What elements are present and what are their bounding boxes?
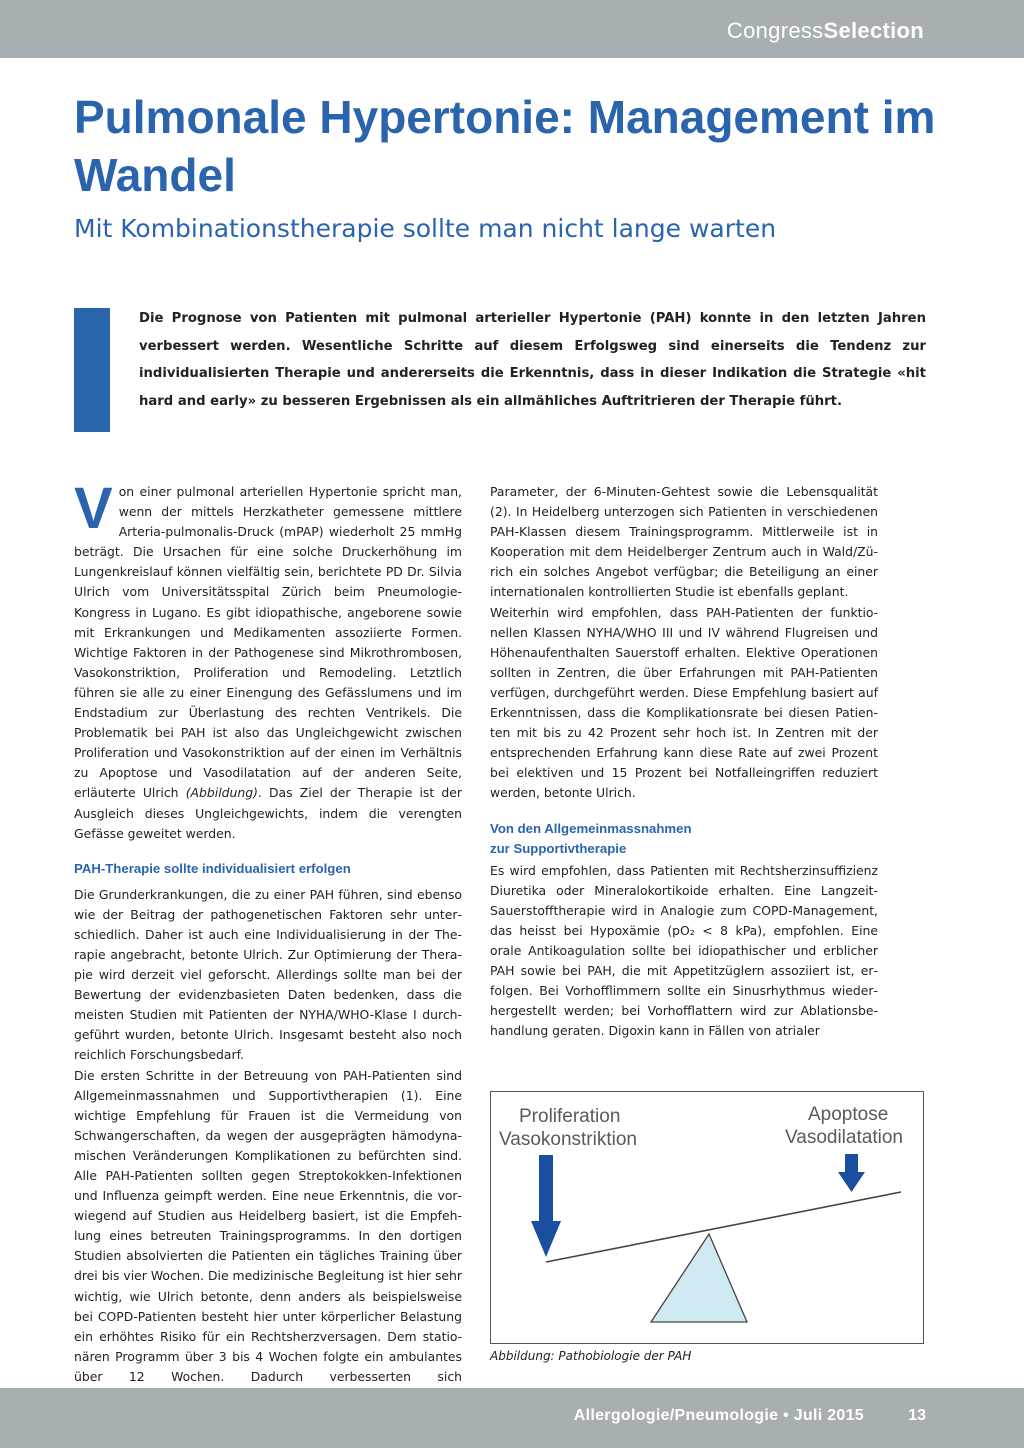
arrow-down-left-icon — [531, 1155, 561, 1257]
paragraph-text-end: . Das Ziel der Therapie ist der Ausgleich dieses Ungleichgewichts, indem die verengten Gefässe geweitet werden. — [74, 785, 462, 841]
journal-issue: Allergologie/Pneumologie • Juli 2015 — [573, 1407, 864, 1424]
page-number: 13 — [908, 1407, 926, 1424]
label-vasodilatation: Vasodilatation — [785, 1127, 903, 1148]
fulcrum-triangle — [651, 1234, 747, 1322]
heading-line: Von den Allgemeinmassnahmen — [490, 820, 692, 836]
label-apoptose: Apoptose — [808, 1104, 889, 1125]
body-paragraph: Die Grunderkrankungen, die zu einer PAH führen, sind ebenso wie der Beitrag der pathogenetischen Faktoren sehr unterschiedlich. Daher ist auch eine Individualisierung in der Therapie angebracht, betonte Ulrich. Zur Optimierung der Therapie wird derzeit viel geforscht. Allerdings sollte man bei der Bewertung der evidenzbasieten Daten bedenken, dass die meisten Studien mit Patienten der NYHA/WHO-Klase I durchgeführt wurden, betonte Ulrich. Insgesamt besteht also noch reichlich Forschungsbedarf. — [74, 886, 462, 1063]
body-paragraph: Weiterhin wird empfohlen, dass PAH-Patienten der funktionellen Klassen NYHA/WHO III und IV während Flugreisen und Höhenaufenthalten Sauerstoff erhalten. Elektive Operationen sollten in Zentren, die über Erfahrungen mit PAH-Patienten verfügen, durchgeführt werden. Diese Empfehlung basiert auf Erkenntnissen, dass die Komplikationsrate bei diesen Patienten mit bis zu 42 Prozent sehr hoch ist. In Zentren mit der entsprechenden Erfahrung kann diese Rate auf zwei Prozent bei elektiven und 15 Prozent bei Notfalleingriffen reduziert werden, betonte Ulrich. — [490, 604, 878, 801]
body-paragraph — [74, 476, 462, 844]
paragraph-text: on einer pulmonal arteriellen Hypertonie spricht man, wenn der mittels Herzkatheter gemessene mittlere Arteria-pulmonalis-Druck (mPAP) wiederholt 25 mmHg beträgt. Die Ursachen für eine solche Druckerhöhung im Lungenkreislauf können vielfältig sein, berichtete PD Dr. Silvia Ulrich vom Universitätsspital Zürich beim Pneumologie-Kongress in Lugano. Es gibt idiopathische, angeborene sowie mit Erkrankungen und Medikamenten assoziierte Formen. Wichtige Faktoren in der Pathogenese sind Mikrothrombosen, Vasokonstriktion, Proliferation und Remodeling. Letztlich führen sie alle zu einer Einengung des Gefässlumens und im Endstadium zur Überlastung des rechten Ventrikels. Die Problematik bei PAH ist also das Ungleichgewicht zwischen Proliferation und Vasokonstriktion auf der einen im Verhältnis zu Apoptose und Vasodilatation auf der anderen Seite, erläuterte Ulrich — [74, 484, 462, 801]
seesaw-diagram — [491, 1092, 923, 1343]
lead-paragraph: Die Prognose von Patienten mit pulmonal arterieller Hypertonie (PAH) konnte in den letzten Jahren verbessert werden. Wesentliche Schritte auf diesem Erfolgsweg sind einerseits die Tendenz zur individualisierten Therapie und andererseits die Erkenntnis, dass in dieser Indikation die Strategie «hit hard and early» zu besseren Ergebnissen als ein allmähliches Auftritrieren der Therapie führt. — [139, 311, 926, 409]
section-heading — [490, 819, 878, 859]
label-vasokonstriktion: Vasokonstriktion — [499, 1129, 637, 1150]
lead-initial-bar — [74, 308, 110, 432]
section-heading: PAH-Therapie sollte individualisiert erfolgen — [74, 860, 351, 876]
figure-reference: (Abbildung) — [185, 785, 258, 801]
heading-line: zur Supportivtherapie — [490, 840, 627, 856]
brand-light: Congress — [726, 18, 824, 43]
article-subtitle: Mit Kombinationstherapie sollte man nicht lange warten — [74, 214, 777, 243]
header-bar — [0, 0, 1024, 58]
brand-bold: Selection — [823, 18, 924, 43]
body-paragraph: Parameter, der 6-Minuten-Gehtest sowie die Lebensqualität (2). In Heidelberg unterzogen sich Patienten in verschiedenen PAH-Klassen diesem Trainingsprogramm. Mittlerweile ist in Kooperation mit dem Heidelberger Zentrum auch in Wald/Zürich ein solches Angebot verfügbar; die Beteiligung an einer internationalen kontrollierten Studie ist ebenfalls geplant. — [490, 484, 878, 600]
body-paragraph: Es wird empfohlen, dass Patienten mit Rechtsherzinsuffizienz Diuretika oder Mineralokortikoide erhalten. Eine Langzeit-Sauerstofftherapie wird in Analogie zum COPD-Management, das heisst bei Hypoxämie (pO₂ < 8 kPa), empfohlen. Eine orale Antikoagulation sollte bei idiopathischer und erblicher PAH sowie bei PAH, die mit Appetitzüglern assoziiert ist, erfolgen. Bei Vorhofflimmern sollte ein Sinusrhythmus wiederhergestellt werden; bei Vorhofflattern wird zur Ablationsbehandlung geraten. Digoxin kann in Fällen von atrialer — [490, 862, 878, 1039]
article-title: Pulmonale Hypertonie: Management im Wandel — [74, 91, 936, 201]
label-proliferation: Proliferation — [519, 1106, 621, 1127]
pathobiology-figure — [490, 1091, 924, 1344]
body-paragraph: Die ersten Schritte in der Betreuung von PAH-Patienten sind Allgemeinmassnahmen und Supportivtherapien (1). Eine wichtige Empfehlung für Frauen ist die Vermeidung von Schwangerschaften, da wegen der ausgeprägten hämodynamischen Veränderungen Komplikationen zu befürchten sind. Alle PAH-Patienten sollten gegen Streptokokken-Infektionen und Influenza geimpft werden. Eine neue Erkenntnis, die vorwiegend auf Studien aus Heidelberg basiert, ist die Empfehlung eines betreuten Trainingsprogramms. In den dortigen Studien absolvierten die Patienten ein tägliches Training über drei bis vier Wochen. Die medizinische Begleitung ist hier sehr wichtig, wie Ulrich betonte, denn anders als beispielsweise bei COPD-Patienten besteht hier unter körperlicher Belastung ein erhöhtes Risiko für ein Rechtsherzversagen. Dem stationären Programm über 3 bis 4 Wochen folgte ein ambulantes über 12 Wochen. Dadurch verbesserten sich — [74, 1067, 462, 1384]
column-right — [490, 482, 878, 1041]
congress-selection-logo — [727, 18, 924, 44]
figure-caption: Abbildung: Pathobiologie der PAH — [490, 1349, 692, 1363]
column-left — [74, 476, 462, 1407]
footer-bar — [0, 1388, 1024, 1448]
drop-cap: V — [74, 476, 113, 541]
arrow-down-right-icon — [838, 1154, 865, 1192]
seesaw-beam — [546, 1192, 901, 1262]
